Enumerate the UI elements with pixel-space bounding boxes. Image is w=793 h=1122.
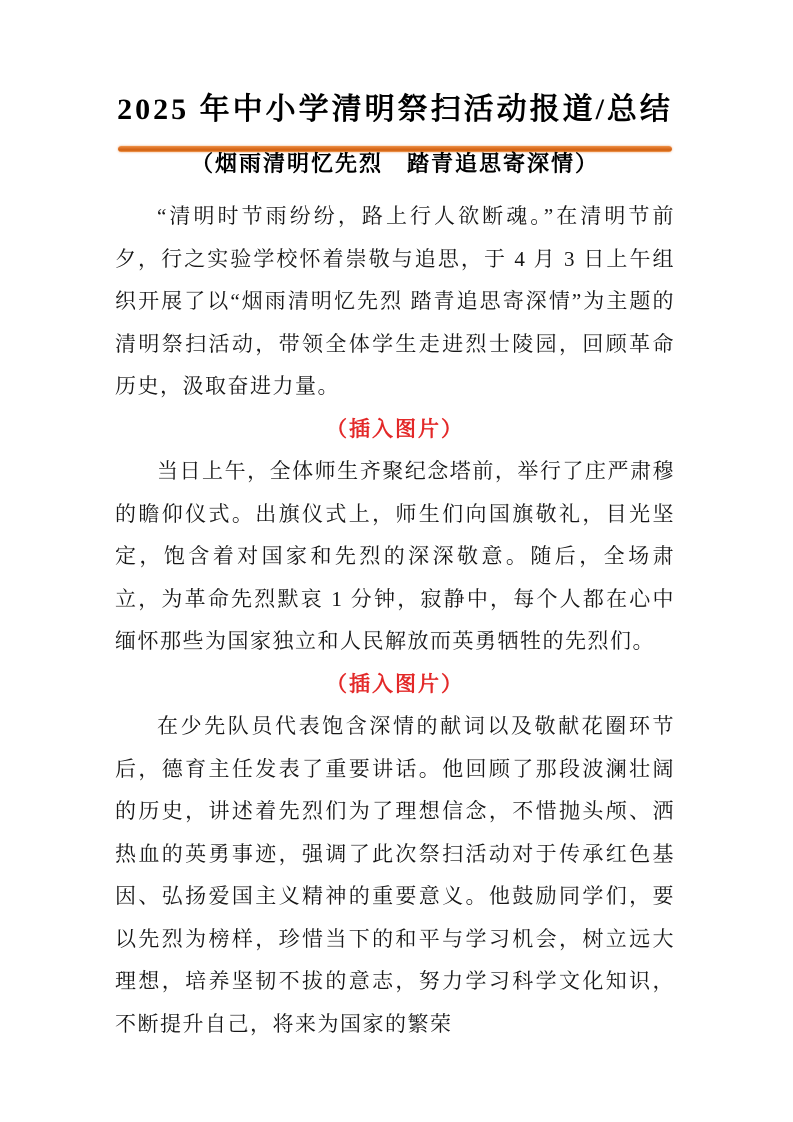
image-placeholder-1: （插入图片）: [326, 416, 464, 441]
body-paragraph-3: 在少先队员代表饱含深情的献词以及敬献花圈环节后，德育主任发表了重要讲话。他回顾了那段波澜壮阔的历史，讲述着先烈们为了理想信念，不惜抛头颅、洒热血的英勇事迹，强调了此次祭扫活动对于传承红色基因、弘扬爱国主义精神的重要意义。他鼓励同学们，要以先烈为榜样，珍惜当下的和平与学习机会，树立远大理想，培养坚韧不拔的意志，努力学习科学文化知识，不断提升自己，将来为国家的繁荣: [115, 714, 675, 1036]
image-placeholder-2: （插入图片）: [326, 671, 464, 696]
document-content: [115, 0, 675, 1045]
page-title: 2025 年中小学清明祭扫活动报道/总结: [117, 93, 673, 126]
body-paragraph-1: “清明时节雨纷纷，路上行人欲断魂。”在清明节前夕，行之实验学校怀着崇敬与追思，于 4 月 3 日上午组织开展了以“烟雨清明忆先烈 踏青追思寄深情”为主题的清明祭扫活动，带领全体学生走进烈士陵园，回顾革命历史，汲取奋进力量。: [115, 204, 675, 398]
body-paragraph-2: 当日上午，全体师生齐聚纪念塔前，举行了庄严肃穆的瞻仰仪式。出旗仪式上，师生们向国旗敬礼，目光坚定，饱含着对国家和先烈的深深敬意。随后，全场肃立，为革命先烈默哀 1 分钟，寂静中，每个人都在心中缅怀那些为国家独立和人民解放而英勇牺牲的先烈们。: [115, 459, 675, 653]
document-subtitle: （烟雨清明忆先烈 踏青追思寄深情）: [190, 151, 599, 176]
